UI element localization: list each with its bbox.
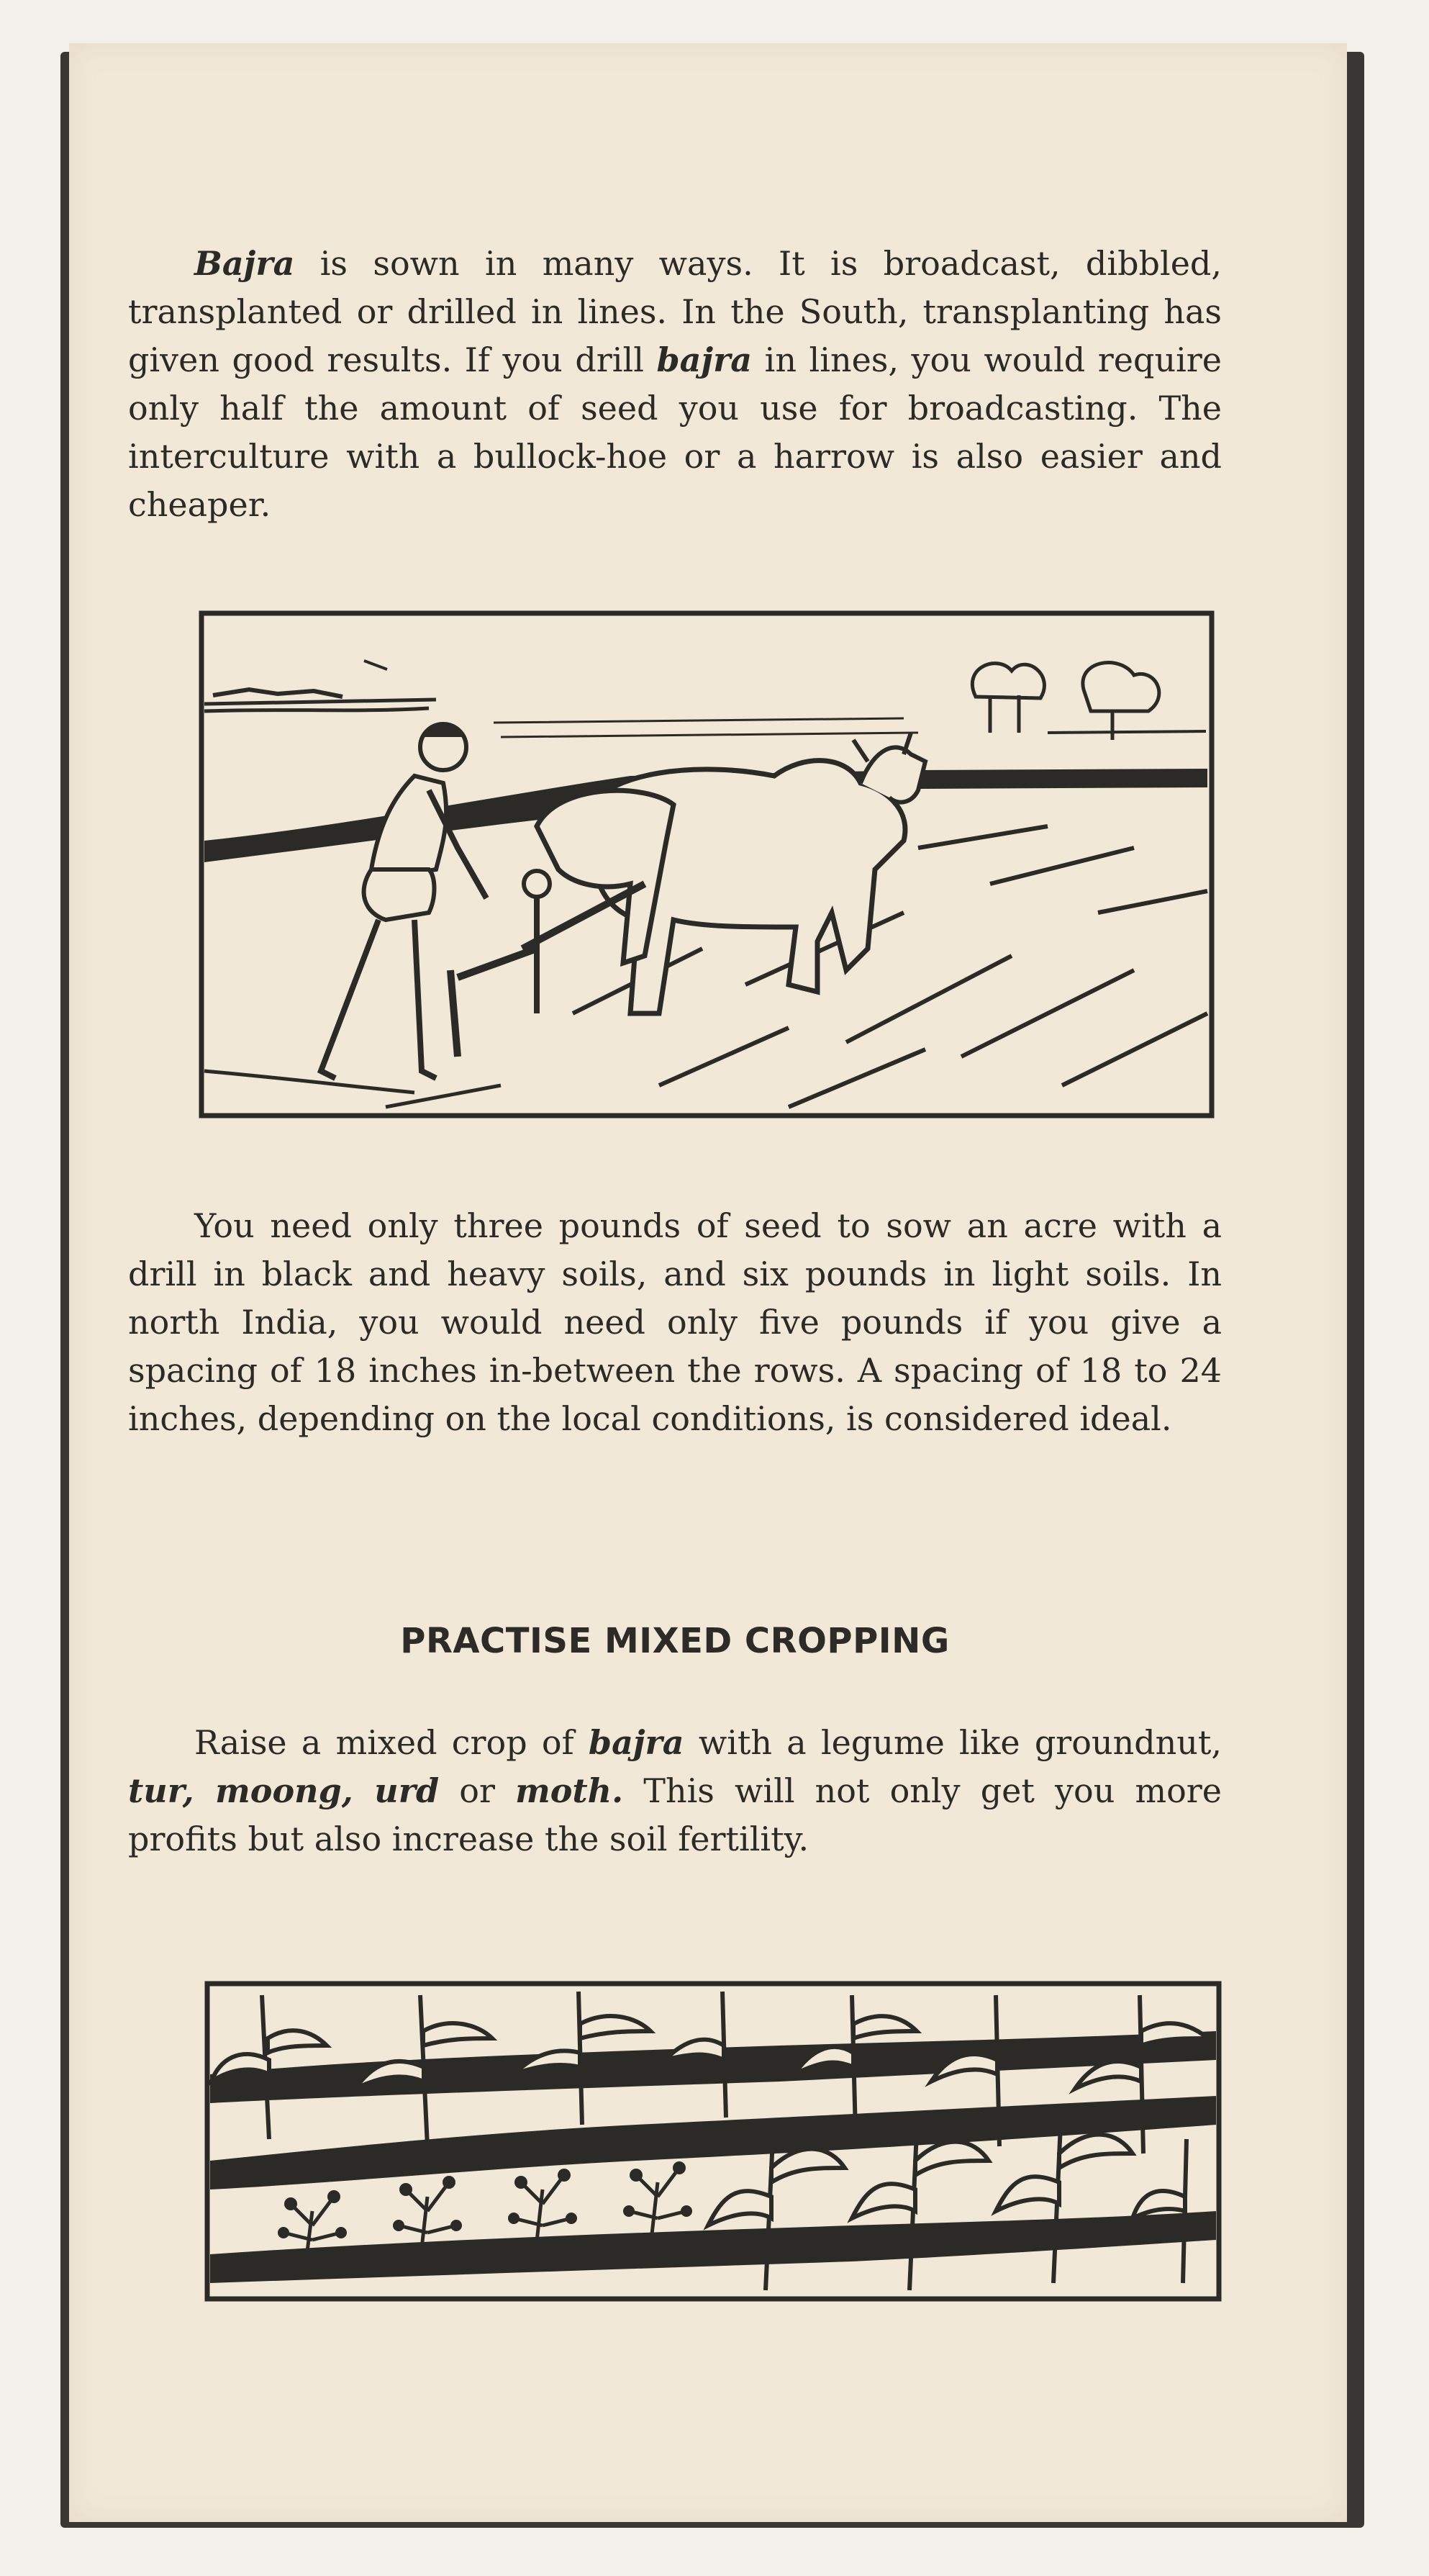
mixed-crops-illustration — [204, 1981, 1222, 2302]
term-moth: moth. — [515, 1771, 624, 1810]
term-bajra: bajra — [656, 340, 753, 379]
paragraph-mixed-cropping: Raise a mixed crop of bajra with a legume like groundnut, tur, moong, urd or moth. This will not only get you more profits but also increase the soil fertility. — [128, 1723, 1222, 1858]
term-bajra: Bajra — [194, 244, 295, 283]
plough-illustration — [199, 610, 1215, 1118]
term-legumes: tur, moong, urd — [128, 1771, 440, 1810]
paragraph-sowing-methods: Bajra is sown in many ways. It is broadcast, dibbled, transplanted or drilled in lines. In the South, transplanting has given good results. If you drill bajra in lines, you would require only half the amount of seed you use for broadcasting. The interculture with a bullock-hoe or a harrow is also easier and cheaper. — [128, 244, 1222, 524]
term-bajra: bajra — [588, 1723, 684, 1762]
section-heading: PRACTISE MIXED CROPPING — [400, 1621, 950, 1661]
paragraph-seed-rate: You need only three pounds of seed to sow an acre with a drill in black and heavy soils, and six pounds in light soils. In north India, you would need only five pounds if you give a spacing of 18 inches in-between the rows. A spacing of 18 to 24 inches, depending on the local conditions, is considered ideal. — [128, 1206, 1222, 1438]
